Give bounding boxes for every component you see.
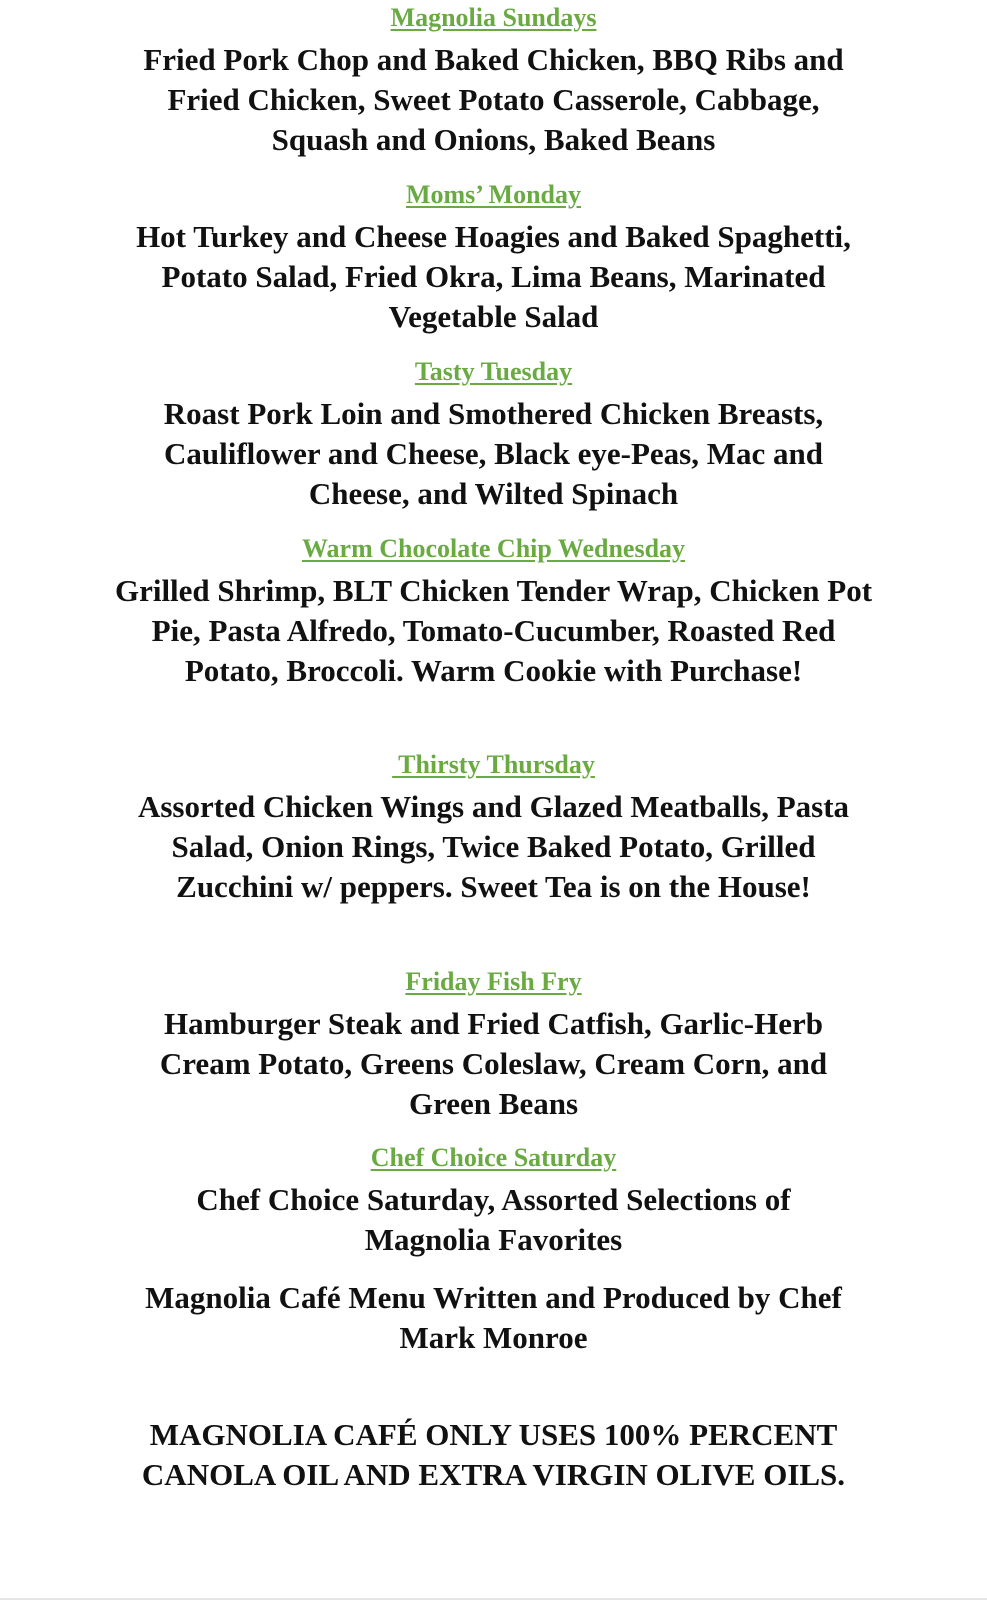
menu-section-monday	[0, 179, 987, 337]
menu-section-tuesday	[0, 356, 987, 514]
day-heading-monday: Moms’ Monday	[405, 180, 581, 209]
credits-text: Magnolia Café Menu Written and Produced by Chef Mark Monroe	[145, 1280, 842, 1355]
day-description-thursday: Assorted Chicken Wings and Glazed Meatballs, Pasta Salad, Onion Rings, Twice Baked Potato, Grilled Zucchini w/ peppers. Sweet Tea is on the House!	[137, 789, 850, 904]
day-heading-sunday: Magnolia Sundays	[390, 3, 597, 32]
day-description-friday: Hamburger Steak and Fried Catfish, Garlic-Herb Cream Potato, Greens Coleslaw, Cream Corn, and Green Beans	[159, 1006, 828, 1121]
menu-section-saturday	[0, 1142, 987, 1260]
day-heading-saturday: Chef Choice Saturday	[370, 1143, 617, 1172]
oil-notice-text: MAGNOLIA CAFÉ ONLY USES 100% PERCENT CANOLA OIL AND EXTRA VIRGIN OLIVE OILS.	[141, 1417, 846, 1492]
day-description-wednesday: Grilled Shrimp, BLT Chicken Tender Wrap, Chicken Pot Pie, Pasta Alfredo, Tomato-Cucumber, Roasted Red Potato, Broccoli. Warm Cookie with Purchase!	[114, 573, 873, 688]
menu-section-wednesday	[0, 533, 987, 691]
day-description-monday: Hot Turkey and Cheese Hoagies and Baked Spaghetti, Potato Salad, Fried Okra, Lima Beans, Marinated Vegetable Salad	[136, 219, 851, 334]
day-heading-tuesday: Tasty Tuesday	[414, 357, 573, 386]
menu-credits	[0, 1278, 987, 1358]
menu-section-friday	[0, 966, 987, 1124]
day-description-tuesday: Roast Pork Loin and Smothered Chicken Breasts, Cauliflower and Cheese, Black eye-Peas, Mac and Cheese, and Wilted Spinach	[163, 396, 824, 511]
day-heading-wednesday: Warm Chocolate Chip Wednesday	[301, 534, 686, 563]
day-heading-thursday: Thirsty Thursday	[392, 750, 595, 779]
menu-section-sunday	[0, 2, 987, 160]
day-description-sunday: Fried Pork Chop and Baked Chicken, BBQ Ribs and Fried Chicken, Sweet Potato Casserole, Cabbage, Squash and Onions, Baked Beans	[143, 42, 844, 157]
oil-notice	[0, 1415, 987, 1495]
day-heading-friday: Friday Fish Fry	[405, 967, 582, 996]
day-description-saturday: Chef Choice Saturday, Assorted Selections of Magnolia Favorites	[196, 1182, 791, 1257]
menu-section-thursday	[0, 749, 987, 907]
